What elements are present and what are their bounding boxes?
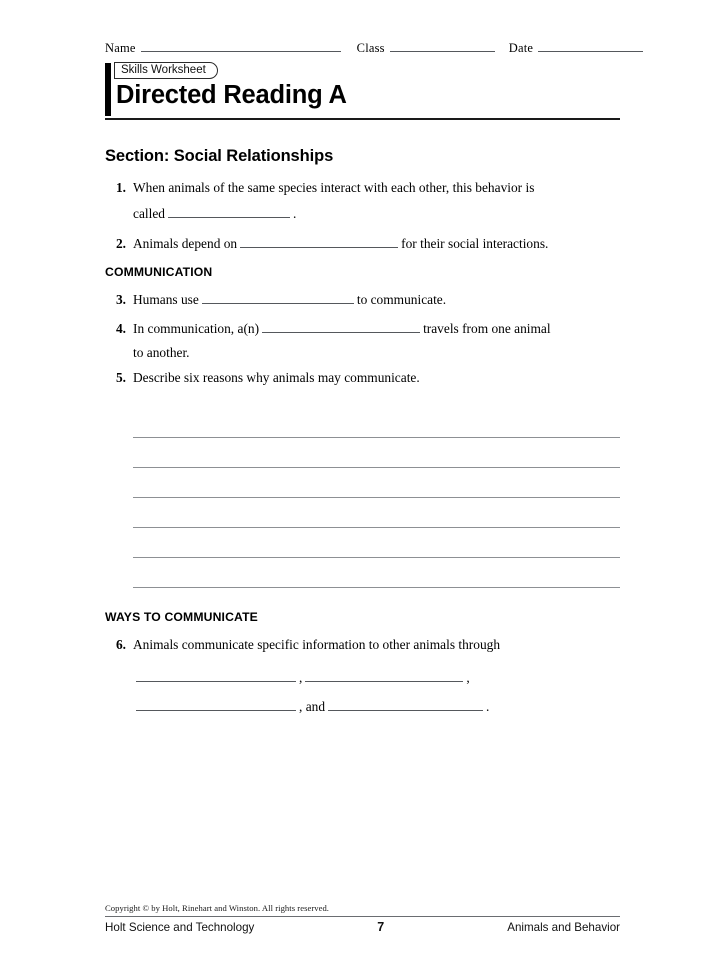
class-label: Class xyxy=(356,41,385,55)
question-6-blank-row-2 xyxy=(105,692,620,721)
question-6-text: Animals communicate specific information to other animals through xyxy=(133,637,501,652)
question-2-text-post: for their social interactions. xyxy=(401,236,549,251)
masthead-accent-bar xyxy=(105,63,111,116)
date-label: Date xyxy=(508,41,534,55)
question-4-line-1 xyxy=(133,316,620,342)
question-2 xyxy=(105,231,620,257)
subheading-communication: COMMUNICATION xyxy=(105,265,213,279)
answer-line[interactable] xyxy=(133,528,620,558)
question-6-separator-2: , xyxy=(466,670,470,685)
masthead xyxy=(105,62,620,120)
worksheet-body xyxy=(105,146,620,721)
question-2-text-pre: Animals depend on xyxy=(133,236,238,251)
question-6 xyxy=(105,632,620,658)
footer-book-title: Holt Science and Technology xyxy=(105,921,255,934)
question-4-line-2: to another. xyxy=(133,345,190,360)
question-5 xyxy=(105,365,620,391)
question-6-blank-3[interactable] xyxy=(136,699,296,711)
question-6-blank-2[interactable] xyxy=(305,670,463,682)
footer-divider xyxy=(105,916,620,917)
question-5-text: Describe six reasons why animals may communicate. xyxy=(133,370,420,385)
question-2-number: 2. xyxy=(115,236,126,251)
class-input-line[interactable] xyxy=(390,40,495,52)
question-3-text-pre: Humans use xyxy=(133,292,199,307)
question-6-blank-1[interactable] xyxy=(136,670,296,682)
answer-line[interactable] xyxy=(133,558,620,588)
question-1-blank[interactable] xyxy=(168,206,290,218)
question-6-number: 6. xyxy=(115,637,126,652)
date-input-line[interactable] xyxy=(538,40,643,52)
page-footer xyxy=(105,903,620,934)
question-5-number: 5. xyxy=(115,370,126,385)
question-6-blank-4[interactable] xyxy=(328,699,483,711)
question-2-text xyxy=(133,231,620,257)
question-4-number: 4. xyxy=(115,321,126,336)
question-4 xyxy=(105,316,620,364)
answer-line[interactable] xyxy=(133,408,620,438)
question-1-text-pre: called xyxy=(133,206,165,221)
question-1 xyxy=(105,175,620,227)
question-6-blank-row-1 xyxy=(105,663,620,692)
worksheet-title: Directed Reading A xyxy=(116,81,347,109)
question-3-text-post: to communicate. xyxy=(356,292,447,307)
answer-line[interactable] xyxy=(133,498,620,528)
page-number: 7 xyxy=(377,920,385,934)
question-3-text xyxy=(133,287,620,313)
answer-line[interactable] xyxy=(133,438,620,468)
student-info-row xyxy=(105,40,620,58)
subheading-ways-to-communicate: WAYS TO COMMUNICATE xyxy=(105,610,258,624)
masthead-underline xyxy=(105,118,620,120)
question-6-end-punctuation: . xyxy=(486,699,490,714)
name-input-line[interactable] xyxy=(141,40,341,52)
question-5-answer-area xyxy=(105,408,620,588)
question-3 xyxy=(105,287,620,313)
footer-chapter-title: Animals and Behavior xyxy=(507,921,620,934)
question-1-line-2 xyxy=(133,201,620,227)
question-4-text-post: travels from one animal xyxy=(423,321,551,336)
question-1-text-post: . xyxy=(292,206,297,221)
copyright-notice: Copyright © by Holt, Rinehart and Winston. All rights reserved. xyxy=(105,903,329,913)
question-3-blank[interactable] xyxy=(202,292,354,304)
question-2-blank[interactable] xyxy=(240,236,398,248)
question-6-separator-1: , xyxy=(299,670,303,685)
question-3-number: 3. xyxy=(115,292,126,307)
answer-line[interactable] xyxy=(133,468,620,498)
section-heading: Section: Social Relationships xyxy=(105,147,334,165)
question-4-text-pre: In communication, a(n) xyxy=(133,321,260,336)
question-4-blank[interactable] xyxy=(262,321,420,333)
worksheet-type-badge: Skills Worksheet xyxy=(114,62,218,79)
footer-row xyxy=(105,920,620,934)
name-label: Name xyxy=(105,41,136,55)
question-1-number: 1. xyxy=(115,180,126,195)
question-1-line-1: When animals of the same species interact with each other, this behavior is xyxy=(133,180,535,195)
question-6-separator-3: , and xyxy=(299,699,326,714)
